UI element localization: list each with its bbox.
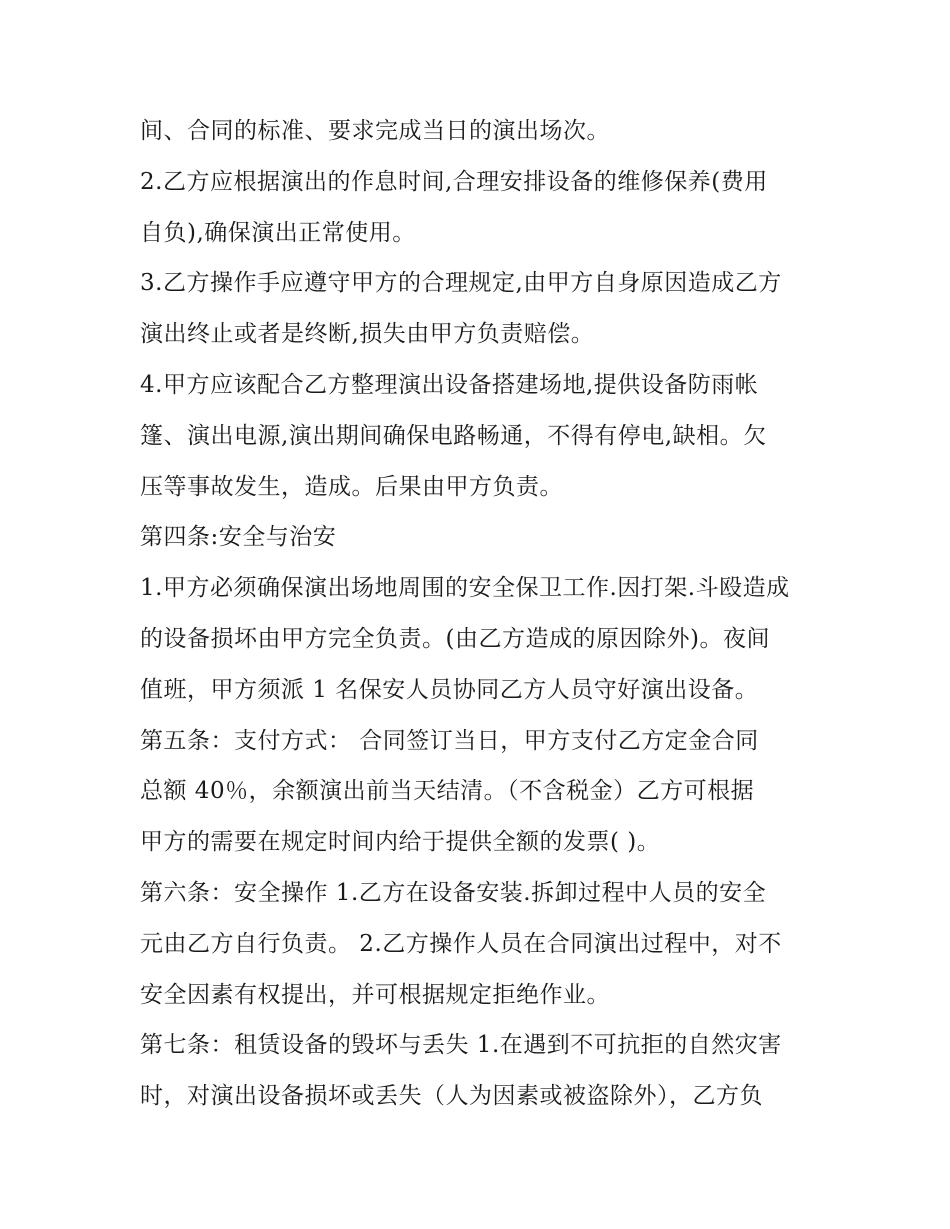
text-line: 间、合同的标准、要求完成当日的演出场次。 [140,118,610,144]
section-heading-article-4: 第四条:安全与治安 [140,524,337,551]
text-line: 演出终止或者是终断,损失由甲方负责赔偿。 [140,321,595,348]
text-line: 第五条：支付方式： 合同签订当日，甲方支付乙方定金合同 [140,727,759,754]
text-line: 篷、演出电源,演出期间确保电路畅通，不得有停电,缺相。欠 [140,422,767,449]
text-line: 压等事故发生，造成。后果由甲方负责。 [140,473,563,500]
text-line: 1.甲方必须确保演出场地周围的安全保卫工作.因打架.斗殴造成 [140,575,790,602]
text-line: 总额 40％，余额演出前当天结清。（不含税金）乙方可根据 [140,778,755,805]
text-line: 值班，甲方须派 1 名保安人员协同乙方人员守好演出设备。 [140,676,759,703]
text-line: 元由乙方自行负责。 2.乙方操作人员在合同演出过程中，对不 [140,930,782,957]
text-line: 自负),确保演出正常使用。 [140,219,416,246]
text-line: 第七条：租赁设备的毁坏与丢失 1.在遇到不可抗拒的自然灾害 [140,1032,782,1059]
contract-text [140,106,820,1122]
text-line: 3.乙方操作手应遵守甲方的合理规定,由甲方自身原因造成乙方 [140,270,782,297]
text-line: 甲方的需要在规定时间内给于提供全额的发票( )。 [140,829,661,856]
text-line: 安全因素有权提出，并可根据规定拒绝作业。 [140,981,610,1008]
text-line: 的设备损坏由甲方完全负责。(由乙方造成的原因除外)。夜间 [140,625,770,652]
text-line: 4.甲方应该配合乙方整理演出设备搭建场地,提供设备防雨帐 [140,371,759,398]
text-line: 2.乙方应根据演出的作息时间,合理安排设备的维修保养(费用 [140,168,768,195]
text-line: 第六条：安全操作 1.乙方在设备安装.拆卸过程中人员的安全 [140,879,767,906]
text-line: 时，对演出设备损坏或丢失（人为因素或被盗除外），乙方负 [140,1083,763,1110]
